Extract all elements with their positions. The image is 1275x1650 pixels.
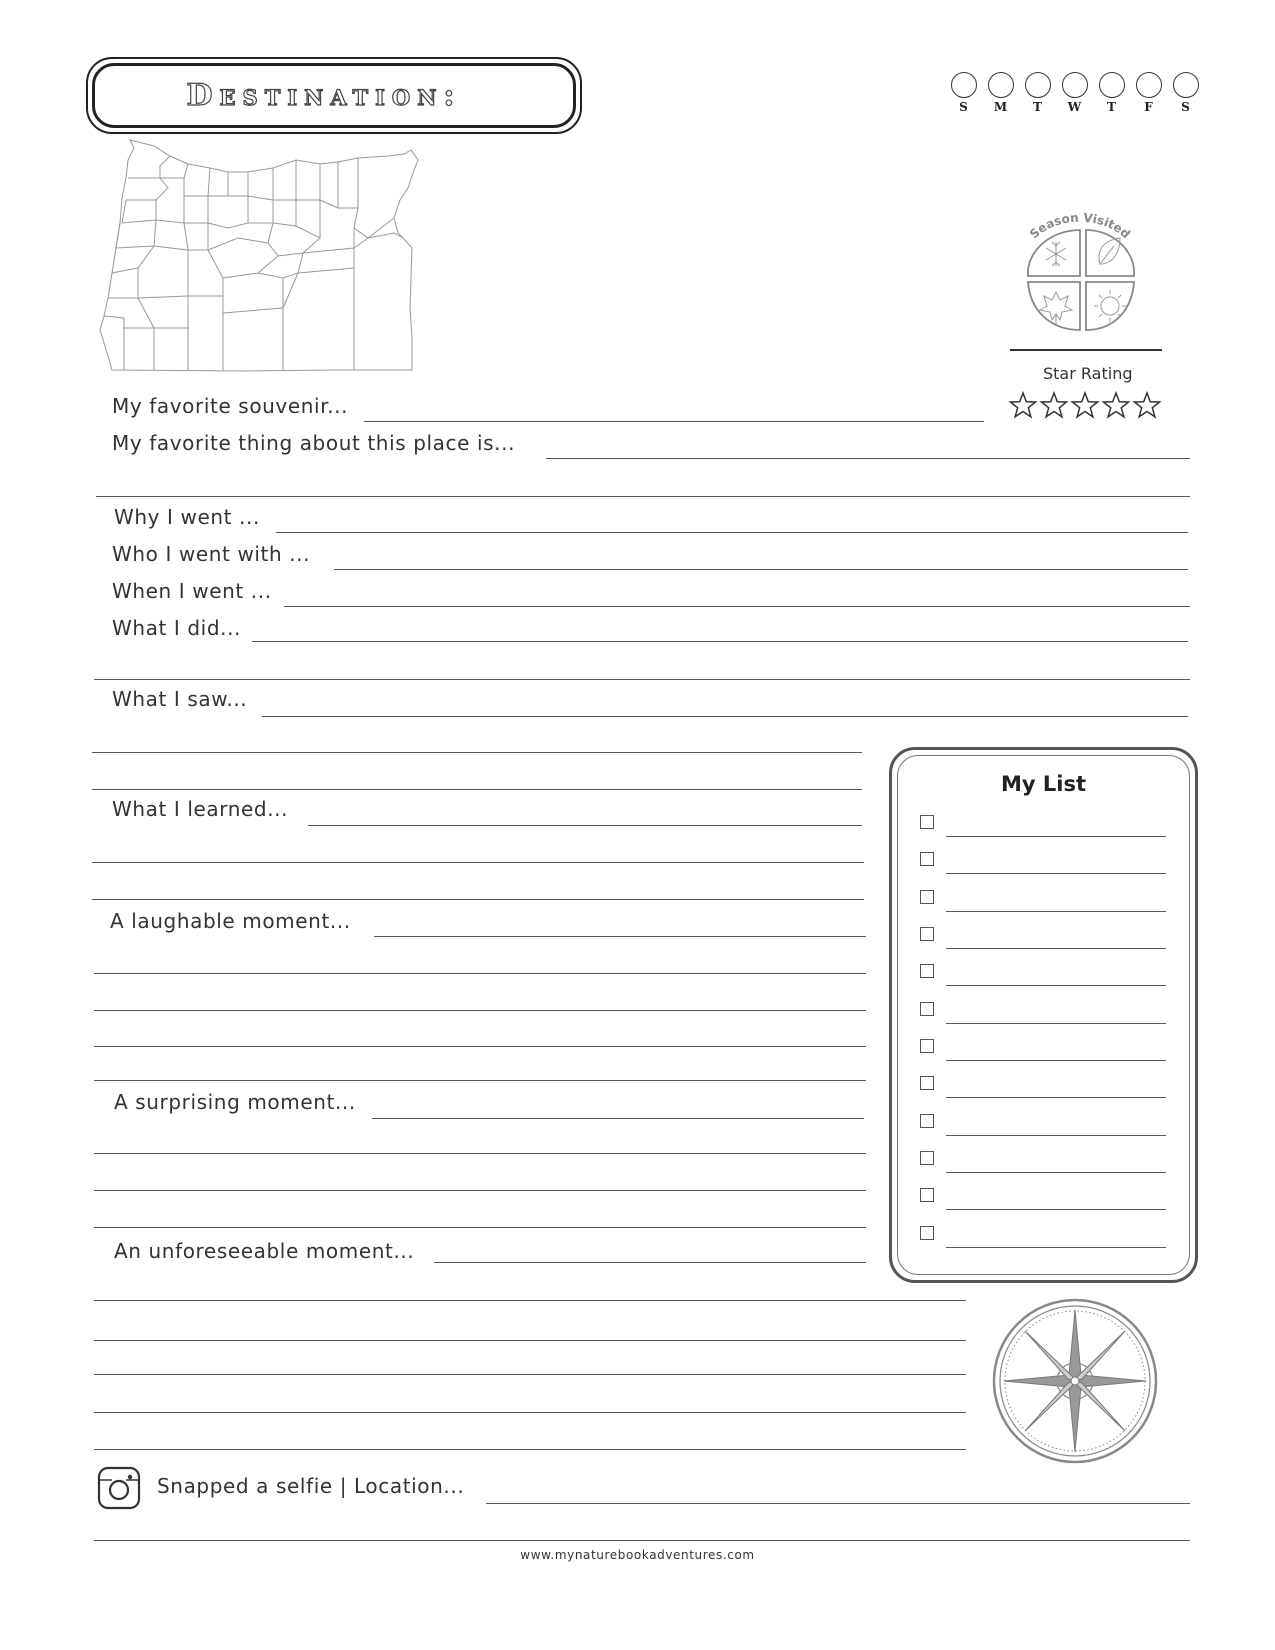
when-line[interactable] bbox=[284, 606, 1190, 607]
my-list-checkbox-1[interactable] bbox=[920, 815, 934, 829]
day-circle[interactable] bbox=[1062, 72, 1088, 98]
snowflake-icon bbox=[1046, 242, 1066, 266]
day-thursday[interactable] bbox=[1096, 72, 1127, 114]
day-label: S bbox=[1181, 100, 1190, 114]
laughable-line-4[interactable] bbox=[94, 1046, 866, 1047]
my-list-line-6[interactable] bbox=[946, 1023, 1166, 1024]
favorite-thing-label: My favorite thing about this place is... bbox=[112, 431, 516, 455]
destination-title-frame bbox=[92, 63, 576, 128]
my-list-checkbox-9[interactable] bbox=[920, 1114, 934, 1128]
surprising-line-4[interactable] bbox=[94, 1227, 866, 1228]
star-rating[interactable] bbox=[1008, 390, 1168, 420]
rating-divider bbox=[1010, 349, 1162, 351]
day-saturday[interactable] bbox=[1170, 72, 1201, 114]
did-label: What I did... bbox=[112, 616, 241, 640]
summer-quadrant bbox=[1086, 282, 1134, 330]
my-list-checkbox-3[interactable] bbox=[920, 890, 934, 904]
day-label: M bbox=[993, 100, 1008, 114]
my-list-line-10[interactable] bbox=[946, 1172, 1166, 1173]
my-list-line-8[interactable] bbox=[946, 1097, 1166, 1098]
my-list-checkbox-6[interactable] bbox=[920, 1002, 934, 1016]
did-line-2[interactable] bbox=[94, 679, 1190, 680]
saw-line-2[interactable] bbox=[92, 752, 862, 753]
who-label: Who I went with ... bbox=[112, 542, 311, 566]
my-list-checkbox-2[interactable] bbox=[920, 852, 934, 866]
learned-line[interactable] bbox=[308, 825, 862, 826]
my-list-frame bbox=[897, 755, 1190, 1275]
unforeseeable-line[interactable] bbox=[434, 1262, 866, 1263]
saw-label: What I saw... bbox=[112, 687, 248, 711]
day-circle[interactable] bbox=[988, 72, 1014, 98]
laughable-label: A laughable moment... bbox=[110, 909, 351, 933]
season-visited-label: Season Visited bbox=[1027, 210, 1133, 242]
day-circle[interactable] bbox=[1136, 72, 1162, 98]
surprising-line[interactable] bbox=[372, 1118, 864, 1119]
my-list-line-11[interactable] bbox=[946, 1209, 1166, 1210]
my-list-checkbox-5[interactable] bbox=[920, 964, 934, 978]
laughable-line-3[interactable] bbox=[94, 1010, 866, 1011]
day-friday[interactable] bbox=[1133, 72, 1164, 114]
my-list-line-7[interactable] bbox=[946, 1060, 1166, 1061]
selfie-label: Snapped a selfie | Location... bbox=[157, 1474, 465, 1498]
my-list-line-9[interactable] bbox=[946, 1135, 1166, 1136]
star-4-icon[interactable] bbox=[1103, 393, 1128, 417]
day-monday[interactable] bbox=[985, 72, 1016, 114]
star-2-icon[interactable] bbox=[1041, 393, 1066, 417]
day-label: W bbox=[1067, 100, 1082, 114]
saw-line[interactable] bbox=[262, 716, 1188, 717]
favorite-thing-line-2[interactable] bbox=[96, 496, 1190, 497]
autumn-quadrant bbox=[1028, 282, 1080, 330]
my-list-checkbox-4[interactable] bbox=[920, 927, 934, 941]
my-list-line-3[interactable] bbox=[946, 911, 1166, 912]
selfie-location-line[interactable] bbox=[486, 1503, 1190, 1504]
compass-rose-icon bbox=[990, 1298, 1160, 1464]
unforeseeable-line-2[interactable] bbox=[94, 1300, 966, 1301]
surprising-line-3[interactable] bbox=[94, 1190, 866, 1191]
souvenir-label: My favorite souvenir... bbox=[112, 394, 349, 418]
day-tuesday[interactable] bbox=[1022, 72, 1053, 114]
maple-leaf-icon bbox=[1040, 292, 1072, 324]
day-label: F bbox=[1144, 100, 1153, 114]
day-sunday[interactable] bbox=[948, 72, 979, 114]
day-label: T bbox=[1033, 100, 1042, 114]
camera-icon bbox=[97, 1466, 141, 1510]
day-of-week-selector bbox=[948, 72, 1201, 114]
day-label: S bbox=[959, 100, 968, 114]
unforeseeable-line-3[interactable] bbox=[94, 1340, 966, 1341]
day-circle[interactable] bbox=[951, 72, 977, 98]
laughable-line-2[interactable] bbox=[94, 973, 866, 974]
why-label: Why I went ... bbox=[114, 505, 260, 529]
my-list-line-1[interactable] bbox=[946, 836, 1166, 837]
unforeseeable-line-4[interactable] bbox=[94, 1374, 966, 1375]
did-line[interactable] bbox=[252, 641, 1188, 642]
when-label: When I went ... bbox=[112, 579, 272, 603]
star-5-icon[interactable] bbox=[1134, 393, 1159, 417]
destination-title-box bbox=[86, 57, 582, 134]
footer-url: www.mynaturebookadventures.com bbox=[520, 1548, 755, 1562]
my-list-checkbox-10[interactable] bbox=[920, 1151, 934, 1165]
my-list-title: My List bbox=[1000, 772, 1086, 796]
season-visited-emblem bbox=[1010, 200, 1150, 340]
my-list-box bbox=[889, 747, 1198, 1283]
star-1-icon[interactable] bbox=[1010, 393, 1035, 417]
learned-label: What I learned... bbox=[112, 797, 289, 821]
unforeseeable-line-5[interactable] bbox=[94, 1412, 966, 1413]
my-list-line-12[interactable] bbox=[946, 1247, 1166, 1248]
my-list-checkbox-7[interactable] bbox=[920, 1039, 934, 1053]
saw-line-3[interactable] bbox=[92, 789, 862, 790]
leaf-icon bbox=[1099, 238, 1120, 264]
oregon-county-map-icon bbox=[98, 138, 424, 378]
my-list-line-4[interactable] bbox=[946, 948, 1166, 949]
my-list-checkbox-12[interactable] bbox=[920, 1226, 934, 1240]
day-label: T bbox=[1107, 100, 1116, 114]
favorite-thing-line[interactable] bbox=[546, 458, 1190, 459]
star-rating-label: Star Rating bbox=[1043, 364, 1133, 383]
unforeseeable-label: An unforeseeable moment... bbox=[114, 1239, 415, 1263]
my-list-line-5[interactable] bbox=[946, 985, 1166, 986]
souvenir-line[interactable] bbox=[364, 421, 984, 422]
learned-line-3[interactable] bbox=[92, 899, 864, 900]
my-list-checkbox-11[interactable] bbox=[920, 1188, 934, 1202]
surprising-line-2[interactable] bbox=[94, 1153, 866, 1154]
destination-title: Destination: bbox=[186, 78, 462, 113]
day-circle[interactable] bbox=[1099, 72, 1125, 98]
day-wednesday[interactable] bbox=[1059, 72, 1090, 114]
bottom-divider bbox=[94, 1540, 1190, 1541]
laughable-line[interactable] bbox=[374, 936, 866, 937]
laughable-line-5[interactable] bbox=[94, 1080, 866, 1081]
sun-icon bbox=[1101, 297, 1119, 315]
my-list-checkbox-8[interactable] bbox=[920, 1076, 934, 1090]
unforeseeable-line-6[interactable] bbox=[94, 1449, 966, 1450]
surprising-label: A surprising moment... bbox=[114, 1090, 356, 1114]
who-line[interactable] bbox=[334, 569, 1188, 570]
my-list-line-2[interactable] bbox=[946, 873, 1166, 874]
day-circle[interactable] bbox=[1025, 72, 1051, 98]
day-circle[interactable] bbox=[1173, 72, 1199, 98]
star-3-icon[interactable] bbox=[1072, 393, 1097, 417]
why-line[interactable] bbox=[276, 532, 1188, 533]
learned-line-2[interactable] bbox=[92, 862, 864, 863]
